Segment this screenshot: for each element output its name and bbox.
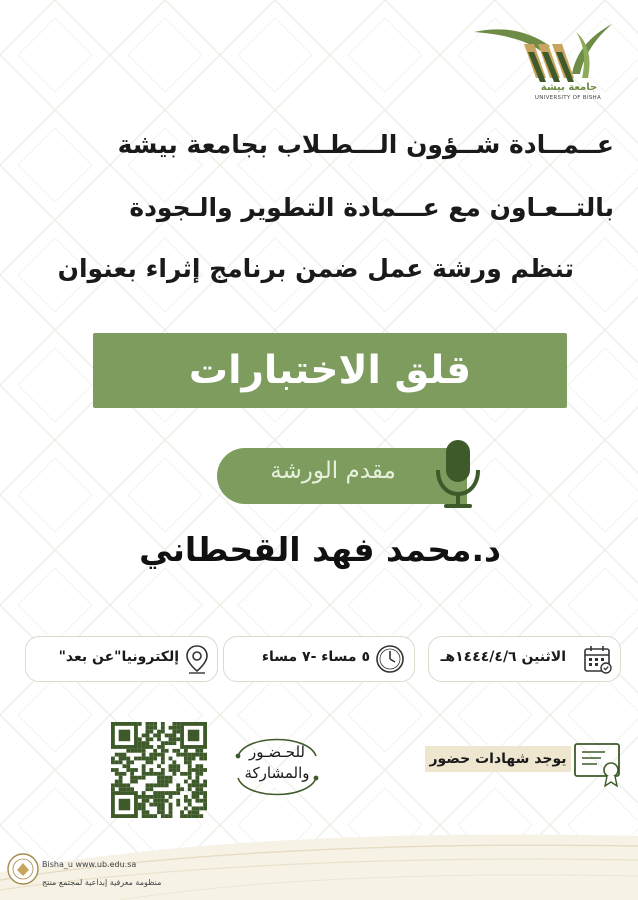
workshop-title-banner bbox=[93, 333, 567, 408]
presenter-label: مقدم الورشة bbox=[270, 458, 396, 484]
date-box bbox=[428, 636, 621, 682]
attend-line-2: والمشاركة bbox=[244, 764, 310, 782]
certificates-label: يوجد شهادات حضور bbox=[425, 746, 571, 772]
heading-line-3: تنظم ورشة عمل ضمن برنامج إثراء بعنوان bbox=[57, 254, 574, 283]
date-text: الاثنين ١٤٤٤/٤/٦هـ bbox=[440, 649, 566, 665]
time-text: ٥ مساء -٧ مساء bbox=[261, 649, 370, 665]
location-pin-icon bbox=[181, 643, 213, 675]
microphone-icon bbox=[432, 438, 484, 510]
time-box bbox=[223, 636, 415, 682]
location-text: إلكترونيا"عن بعد" bbox=[58, 649, 179, 665]
logo-english-name: UNIVERSITY OF BISHA bbox=[534, 95, 602, 101]
qr-code[interactable] bbox=[111, 722, 207, 818]
footer-seal-icon bbox=[6, 852, 40, 886]
location-box bbox=[25, 636, 218, 682]
heading-line-1: عــمــادة شــؤون الـــطـلاب بجامعة بيشة bbox=[117, 130, 614, 159]
calendar-icon bbox=[582, 643, 614, 675]
workshop-title: قلق الاختبارات bbox=[188, 348, 472, 393]
logo-arabic-name: جامعة بيشة bbox=[540, 82, 598, 93]
attend-text bbox=[224, 742, 330, 784]
clock-icon bbox=[374, 643, 406, 675]
heading-line-2: بالتــعـاون مع عـــمادة التطوير والـجودة bbox=[129, 193, 614, 222]
footer-social-links[interactable]: Bisha_u www.ub.edu.sa bbox=[42, 860, 137, 869]
attend-line-1: للحـضـور bbox=[248, 743, 305, 761]
footer-tagline: منظومة معرفية إبداعية لمجتمع منتج bbox=[42, 878, 162, 887]
certificate-icon bbox=[573, 738, 625, 790]
presenter-name: د.محمد فهد القحطاني bbox=[139, 530, 501, 569]
